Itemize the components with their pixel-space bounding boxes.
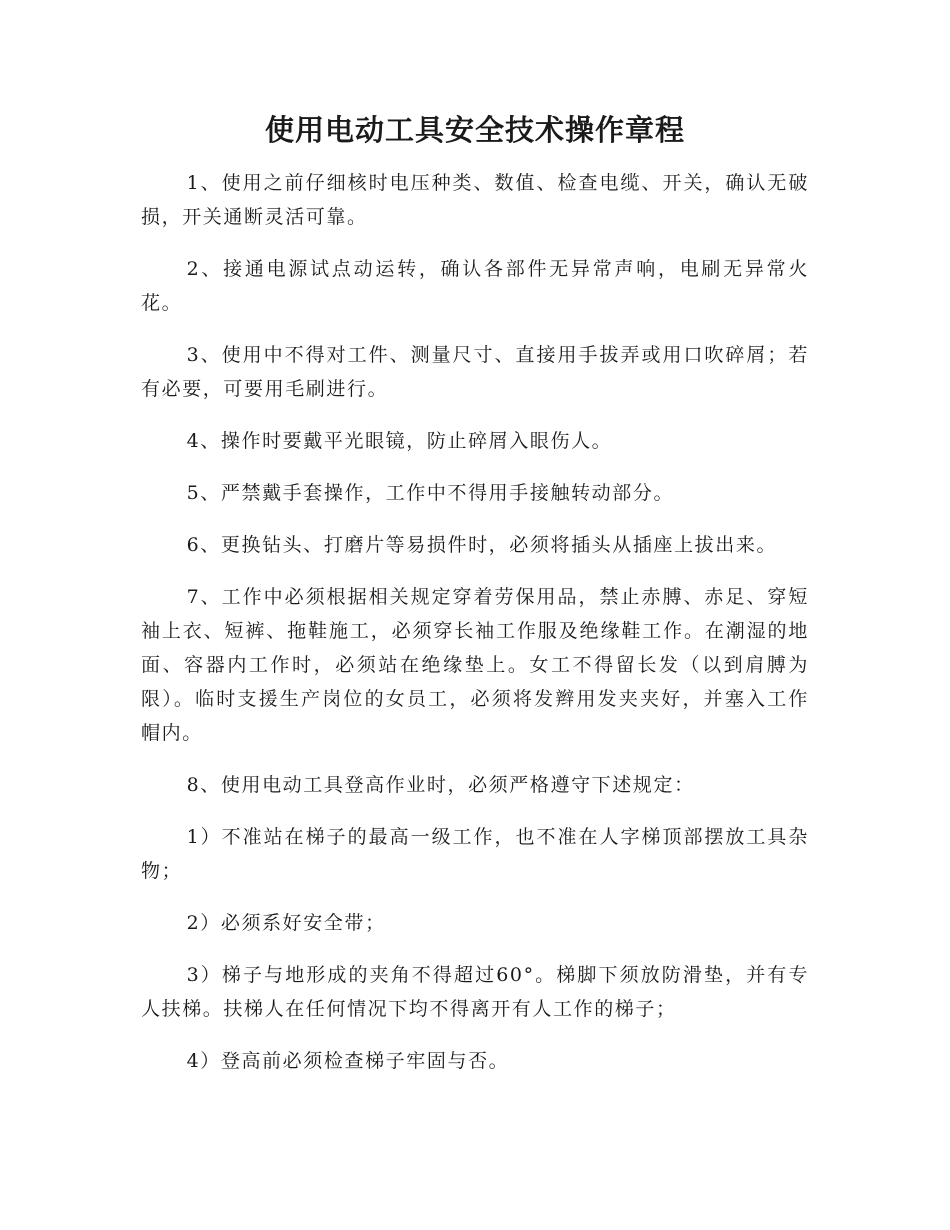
sub-item-2: 2）必须系好安全带； [186,912,386,934]
paragraph-3: 3、使用中不得对工件、测量尺寸、直接用手拔弄或用口吹碎屑；若有必要，可要用毛刷进行。 [141,344,809,400]
paragraph-4: 4、操作时要戴平光眼镜，防止碎屑入眼伤人。 [186,430,613,452]
sub-item-1: 1）不准站在梯子的最高一级工作，也不准在人字梯顶部摆放工具杂物； [141,826,809,882]
paragraph-1: 1、使用之前仔细核时电压种类、数值、检查电缆、开关，确认无破损，开关通断灵活可靠。 [141,172,809,228]
paragraph-6: 6、更换钻头、打磨片等易损件时，必须将插头从插座上拔出来。 [186,534,778,556]
paragraph-2: 2、接通电源试点动运转，确认各部件无异常声响，电刷无异常火花。 [141,258,809,314]
paragraph-5: 5、严禁戴手套操作，工作中不得用手接触转动部分。 [186,482,675,504]
paragraph-8: 8、使用电动工具登高作业时，必须严格遵守下述规定： [186,774,695,796]
sub-item-3: 3）梯子与地形成的夹角不得超过60°。梯脚下须放防滑垫，并有专人扶梯。扶梯人在任何情况下均不得离开有人工作的梯子； [141,964,809,1020]
document-title: 使用电动工具安全技术操作章程 [264,113,685,147]
sub-item-4: 4）登高前必须检查梯子牢固与否。 [186,1050,510,1072]
document-body [141,166,809,1096]
paragraph-7: 7、工作中必须根据相关规定穿着劳保用品，禁止赤膊、赤足、穿短袖上衣、短裤、拖鞋施工，必须穿长袖工作服及绝缘鞋工作。在潮湿的地面、容器内工作时，必须站在绝缘垫上。女工不得留长发（以到肩膊为限）。临时支援生产岗位的女员工，必须将发辫用发夹夹好，并塞入工作帽内。 [141,586,809,744]
